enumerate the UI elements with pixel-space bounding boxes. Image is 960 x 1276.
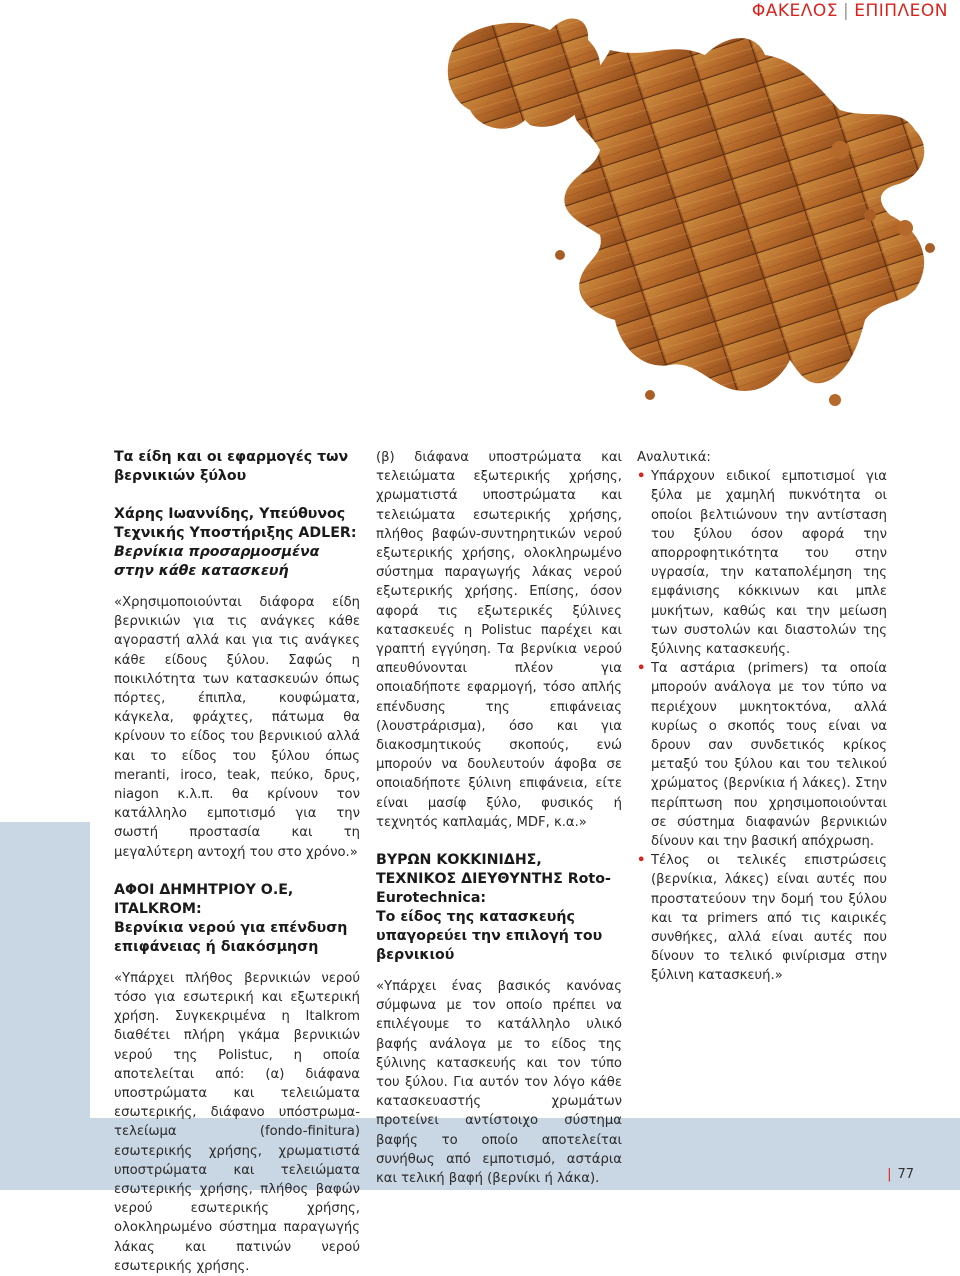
page-number [887, 1167, 914, 1182]
section2-company: ΑΦΟΙ ΔΗΜΗΤΡΙΟΥ Ο.Ε, ITALKROM: [114, 881, 294, 917]
section1-byline: Χάρης Ιωαννίδης, Υπεύθυνος Τεχνικής Υποστήριξης ADLER: [114, 506, 357, 541]
section1-subtitle: Βερνίκια προσαρμοσμένα στην κάθε κατασκευή [114, 544, 320, 579]
column-1 [114, 448, 360, 1274]
section2-body-part2: (β) διάφανα υποστρώματα και τελειώματα εξωτερικής χρήσης, χρωματιστά υποστρώματα και τελειώματα εσωτερικής χρήσης, πλήθος βαφών-συντηρητικών νερού εξωτερικής χρήσης, ολοκληρωμένο σύστημα παραγωγής λάκας νερού εξωτερικής χρήσης. Επίσης, όσον αφορά τις εξωτερικές ξύλινες κατασκευές η Polistuc παρέχει και γραπτή εγγύηση. Τα βερνίκια νερού απευθύνονται πλέον για οποιαδήποτε εφαρμογή, τόσο απλής επένδυσης της επιφάνειας (λουστράρισμα), όσο και για διακοσμητικούς σκοπούς, ενώ μπορούν να δουλευτούν άφοβα σε οποιαδήποτε ξύλινη επιφάνεια, είτε είναι μασίφ ξύλο, φυσικός ή τεχνητός καπλαμάς, MDF, κ.α.» [376, 450, 622, 830]
header-section: ΦΑΚΕΛΟΣ [751, 1, 838, 21]
section2-body-part1: «Υπάρχει πλήθος βερνικιών νερού τόσο για εσωτερική και εξωτερική χρήση. Συγκεκριμένα η Italkrom διαθέτει πλήρη γκάμα βερνικιών νερού της Polistuc, η οποία αποτελείται από: (α) διάφανα υποστρώματα και τελειώματα εσωτερικής, διάφανο υπόστρωμα-τελείωμα (fondo-finitura) εσωτερικής χρήσης, χρωματιστά υποστρώματα και τελειώματα εσωτερικής χρήσης, πλήθος βαφών νερού εσωτερικής χρήσης, ολοκληρωμένο σύστημα παραγωγής λάκας και πατινών νερού εσωτερικής χρήσης. [114, 970, 360, 1274]
list-item: • Υπάρχουν ειδικοί εμποτισμοί για ξύλα με χαμηλή πυκνότητα οι οποίοι βελτιώνουν την αντίσταση του ξύλου όσον αφορά την απορροφητικότητα του στην υγρασία, την καταπολέμηση της εμφάνισης κόκκινων και μπλε μυκήτων, καθώς και την μείωση των συστολών και διαστολών της ξύλινης κατασκευής. [637, 467, 887, 659]
list-item: • Τα αστάρια (primers) τα οποία μπορούν ανάλογα με τον τύπο να περιέχουν μυκητοκτόνα, αλλά κυρίως ο σκοπός τους είναι να δρουν σαν συνδετικός κρίκος μεταξύ του ξύλου και του τελικού χρώματος (βερνίκια ή λάκες). Στην περίπτωση που χρησιμοποιούνται σε σύστημα διαφανών βερνικιών δίνουν και την βασική απόχρωση. [637, 659, 887, 851]
section3-detail-label: Αναλυτικά: [637, 450, 711, 465]
column-3 [637, 448, 887, 986]
section3-bullet-list [637, 467, 887, 985]
header-subsection: ΕΠΙΠΛΕΟΝ [854, 1, 948, 21]
page-number-value: 77 [897, 1167, 914, 1182]
column-2 [376, 448, 622, 1187]
list-item: • Τέλος οι τελικές επιστρώσεις (βερνίκια, λάκες) είναι αυτές που προστατεύουν την δομή του ξύλου και τα primers από τις καιρικές συνθήκες, αλλά είναι αυτές που δίνουν το τελικό φινίρισμα στην ξύλινη κατασκευή.» [637, 851, 887, 985]
section3-body: «Υπάρχει ένας βασικός κανόνας σύμφωνα με τον οποίο πρέπει να επιλέγουμε το κατάλληλο υλικό βαφής ανάλογα με το είδος της ξύλινης κατασκευής και τον τύπο του ξύλου. Για αυτόν τον λόγο κάθε κατασκευαστής χρωμάτων προτείνει αντίστοιχο σύστημα βαφής το οποίο αποτελείται συνήθως από εμποτισμό, αστάρια και τελική βαφή (βερνίκι ή λάκα). [376, 979, 622, 1187]
article-title: Τα είδη και οι εφαρμογές των βερνικιών ξύλου [114, 449, 349, 484]
header-separator: | [842, 1, 850, 21]
section3-subtitle: Το είδος της κατασκευής υπαγορεύει την επιλογή του βερνικιού [376, 909, 603, 964]
section3-byline: ΒΥΡΩΝ ΚΟΚΚΙΝΙΔΗΣ, ΤΕΧΝΙΚΟΣ ΔΙΕΥΘΥΝΤΗΣ Roto-Eurotechnica: [376, 852, 611, 907]
wood-splash-image [360, 0, 960, 422]
section1-body: «Χρησιμοποιούνται διάφορα είδη βερνικιών για τις ανάγκες κάθε αγοραστή αλλά και για τις ανάγκες κάθε είδους ξύλου. Σαφώς η ποικιλότητα των κατασκευών όπως πόρτες, έπιπλα, κουφώματα, κάγκελα, φράχτες, πάτωμα θα κρίνουν το είδος του βερνικιού αλλά και το είδος του ξύλου όπως meranti, iroco, teak, πεύκο, δρυς, niagon κ.λ.π. θα κρίνουν τον κατάλληλο εμποτισμό για την σωστή προστασία και τη μεγαλύτερη αντοχή του στο χρόνο.» [114, 595, 360, 860]
section2-subtitle: Βερνίκια νερού για επένδυση επιφάνειας ή διακόσμηση [114, 919, 348, 955]
page-number-bar: | [887, 1167, 892, 1182]
